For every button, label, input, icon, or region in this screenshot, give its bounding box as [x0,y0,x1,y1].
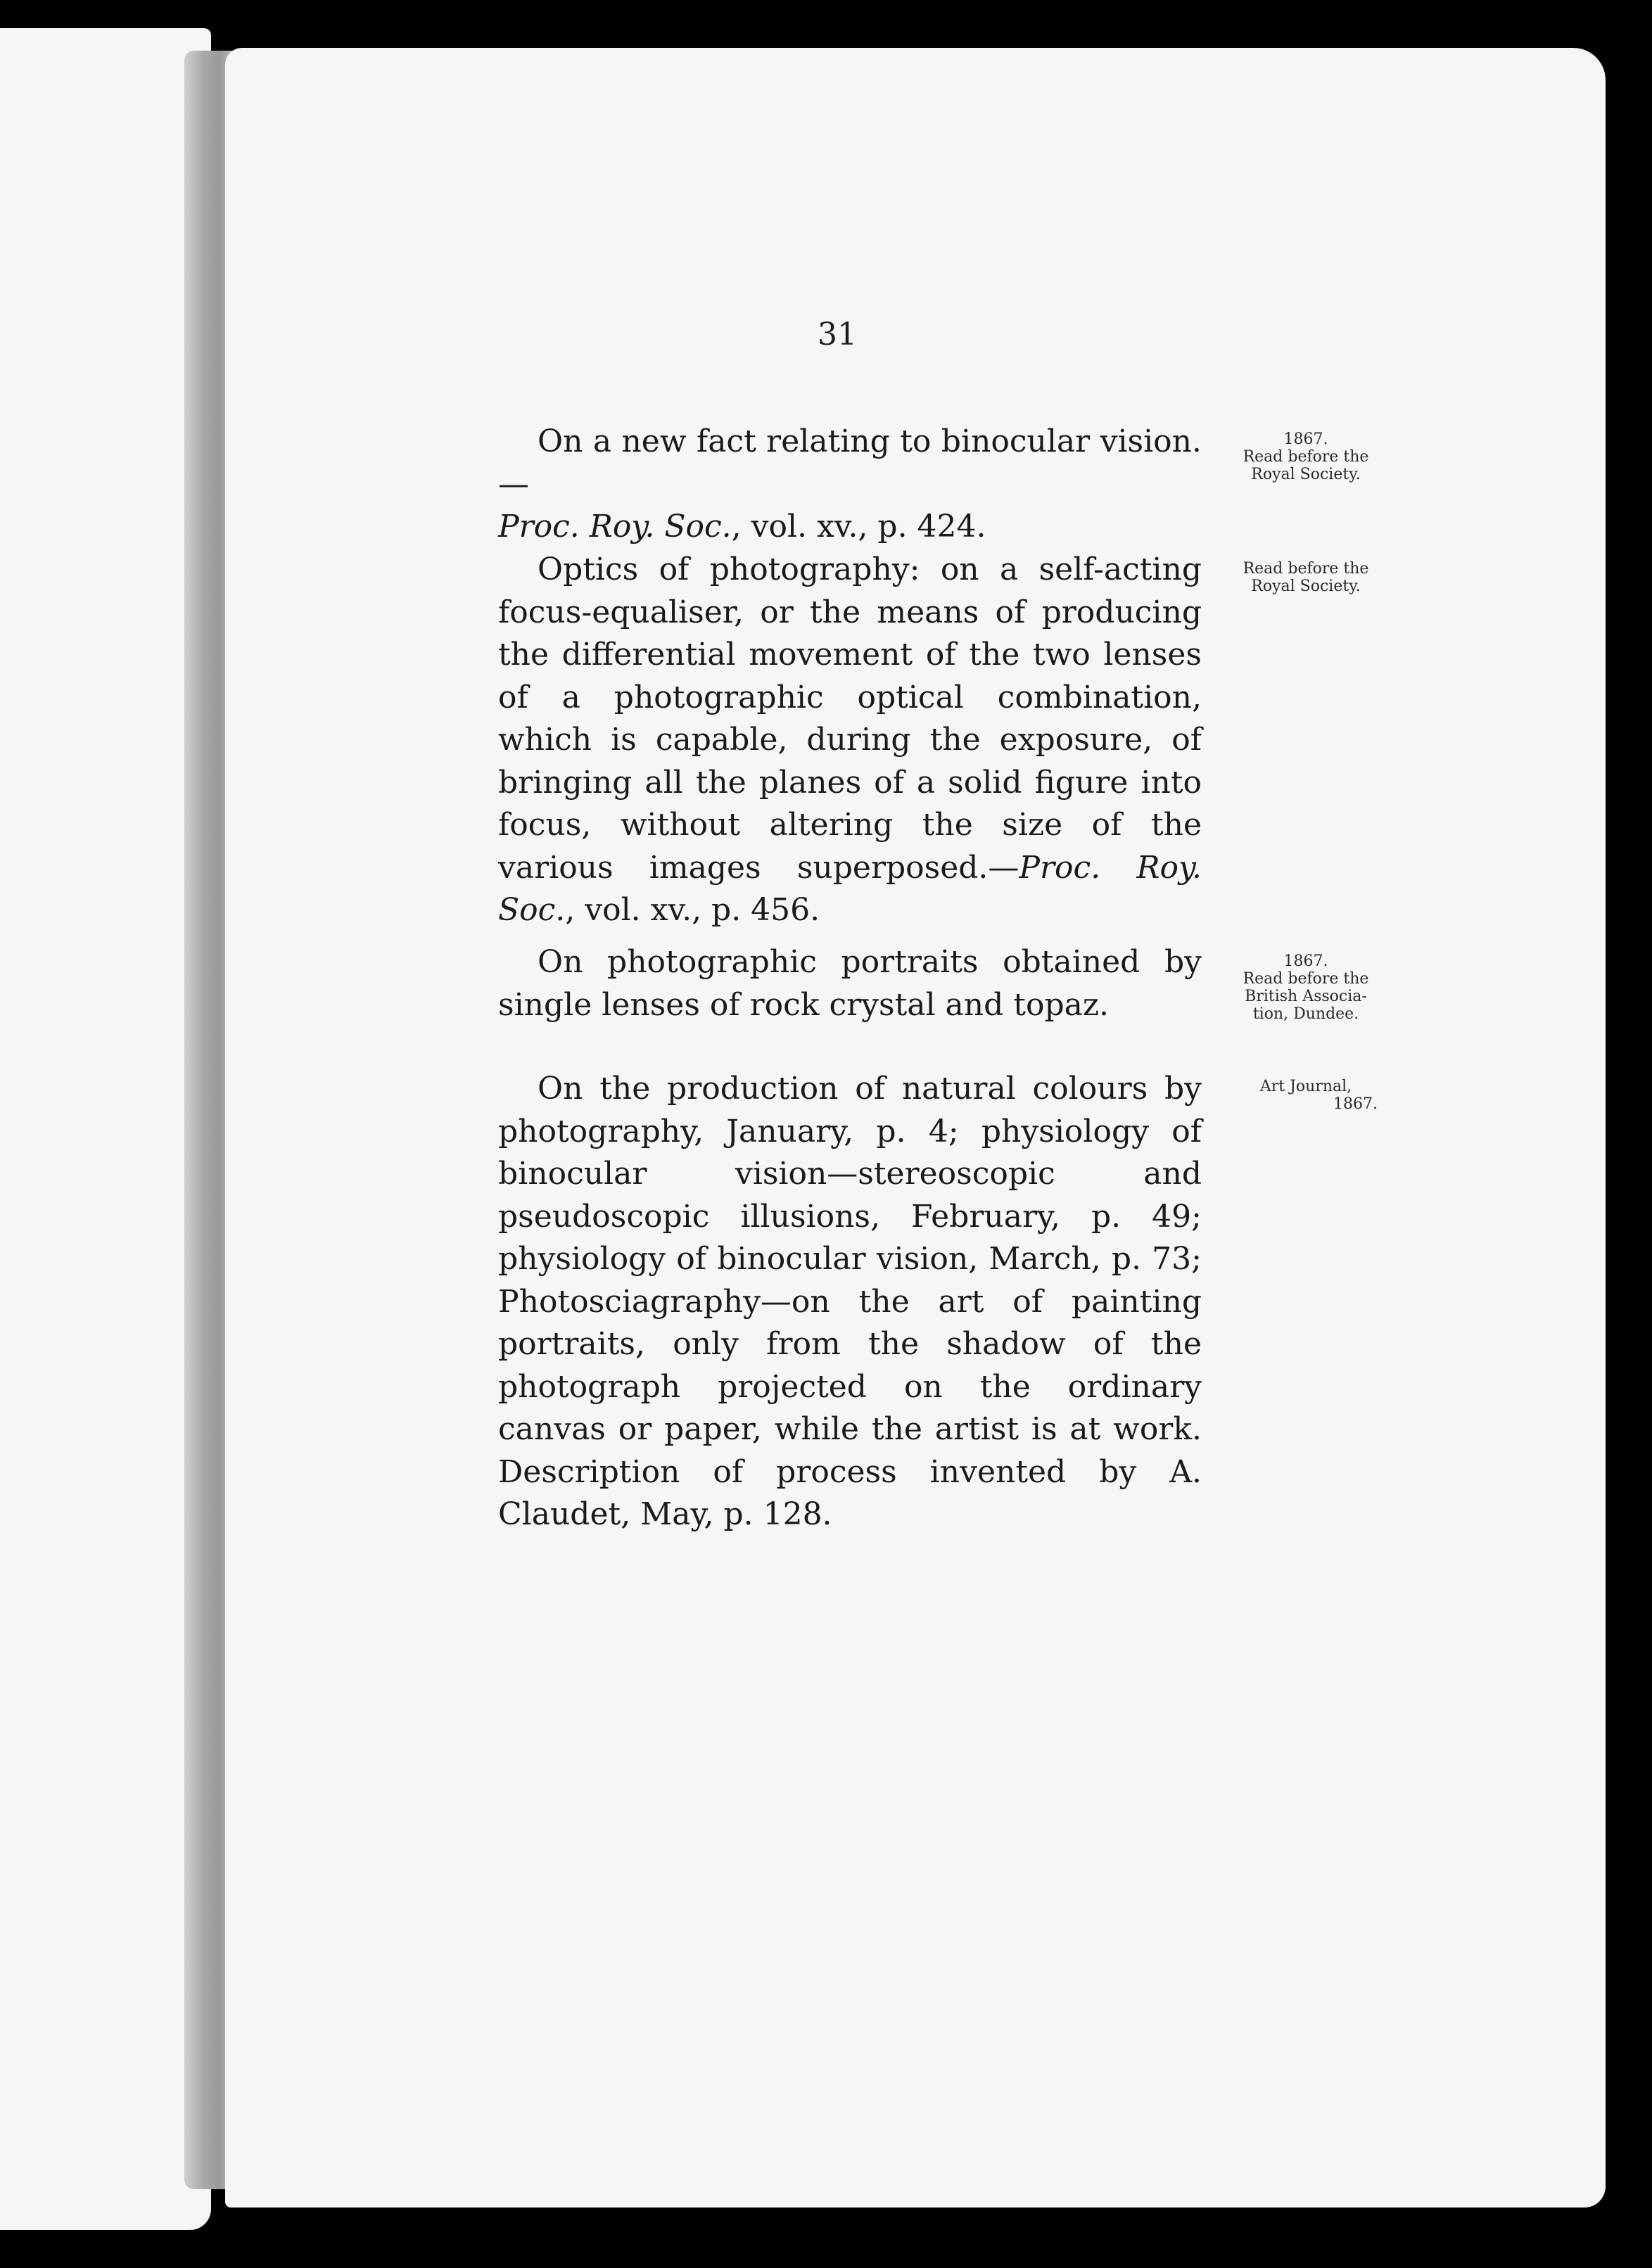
note-year: 1867. [1283,431,1328,448]
page-number: 31 [818,317,857,352]
bibliography-entry [498,1068,1202,1536]
entry-reference: , vol. xv., p. 424. [731,509,986,544]
entry-title: Optics of photography: on a self-acting focus-equaliser, or the means of producing the differential movement of the two lenses of a photographic optical combination, which is capable, during the exposure, of bringing all the planes of a solid figure into focus, without altering the size of the various images superposed.— [498,552,1202,886]
margin-note [1221,1078,1390,1113]
entry-citation: Proc. Roy. Soc. [498,849,1202,928]
entry-title: On a new fact relating to binocular vision.— [498,423,1202,502]
bibliography-entry [498,421,1202,549]
entry-text: On the production of natural colours by photography, January, p. 4; physiology of binocular vision—stereoscopic and pseudoscopic illusions, February, p. 49; physiology of binocular vision, March, p. 73; Photosciagraphy—on the art of painting portraits, only from the shadow of the photograph projected on the ordinary canvas or paper, while the artist is at work. Description of process invented by A. Claudet, May, p. 128. [498,1071,1202,1532]
note-line: tion, Dundee. [1252,1005,1359,1023]
note-line: Read before the [1243,448,1369,466]
note-line: Royal Society. [1251,466,1361,483]
note-line: Royal Society. [1251,578,1361,595]
note-source: Art Journal, [1259,1078,1352,1095]
note-line: Read before the [1243,560,1369,578]
entry-text [498,549,1202,932]
note-year: 1867. [1333,1095,1378,1113]
note-year: 1867. [1283,953,1328,970]
note-line: British Associa- [1245,988,1367,1005]
entry-reference: , vol. xv., p. 456. [565,892,820,928]
entry-citation: Proc. Roy. Soc. [498,509,732,544]
bibliography-entry [498,549,1202,932]
margin-note [1221,953,1390,1023]
bibliography-entry [498,941,1202,1026]
entry-text: On photographic portraits obtained by single lenses of rock crystal and topaz. [498,944,1202,1023]
previous-page-edge [0,28,211,2230]
entry-text [498,421,1202,549]
margin-note [1221,560,1390,595]
margin-note [1221,431,1390,483]
note-line: Read before the [1243,970,1369,988]
